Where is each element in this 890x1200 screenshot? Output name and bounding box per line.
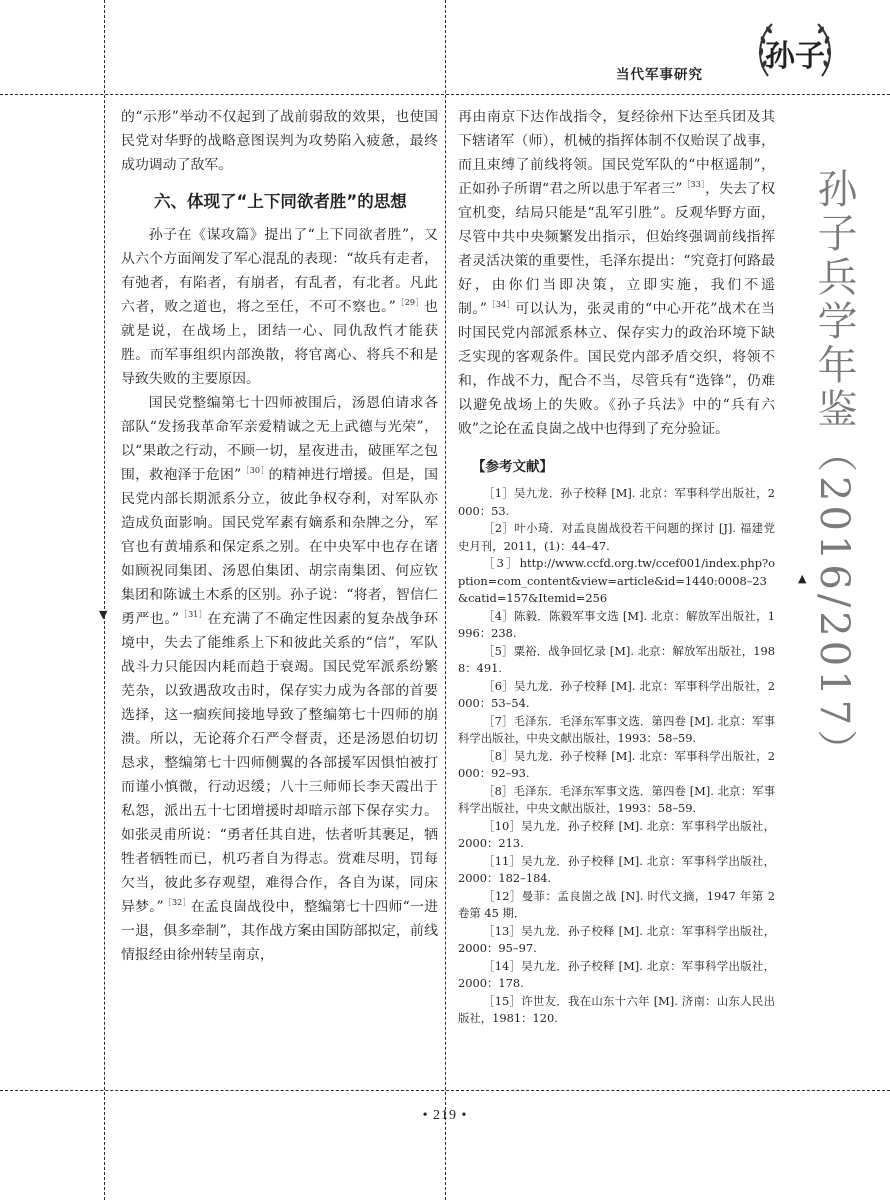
page-number: • 219 • [422,1108,468,1123]
paragraph [121,391,438,967]
reference-item: ［15］许世友．我在山东十六年 [M]. 济南：山东人民出版社，1981：120. [458,993,775,1025]
reference-item: ［8］毛泽东．毛泽东军事文选．第四卷 [M]. 北京：军事科学出版社，中央文献出版社，1993：58–59. [458,783,775,815]
footnote-marker: ［34］ [486,300,516,309]
reference-item: ［12］曼菲：孟良崮之战 [N]. 时代文摘，1947 年第 2 卷第 45 期． [458,888,775,920]
paragraph-text: 在孟良崮战役中，整编第七十四师“一进一退，俱多牵制”，其作战方案由国防部拟定，前线情报经由徐州转呈南京， [121,899,438,963]
footnote-marker: ［33］ [682,180,706,189]
reference-item: ［10］吴九龙．孙子校释 [M]. 北京：军事科学出版社，2000：213. [458,818,775,850]
paragraph-text: 也就是说，在战场上，团结一心、同仇敌忾才能获胜。而军事组织内部涣散，将官离心、将兵不和是导致失败的主要原因。 [121,299,439,387]
reference-item: ［14］吴九龙．孙子校释 [M]. 北京：军事科学出版社，2000：178. [458,958,775,990]
reference-item: ［3］http://www.ccfd.org.tw/ccef001/index.php?option=com_content&view=article&id=1440:0008–23&catid=157&Itemid=256 [458,556,775,605]
left-text-column [121,105,438,967]
references-list [458,485,775,1028]
paragraph-text: ，失去了权宜机变，结局只能是“乱军引胜”。反观华野方面，尽管中共中央频繁发出指示，但始终强调前线指挥者灵活决策的重要性，毛泽东提出：“究竟打何路最好，由你们当即决策，立即实施，我们不遥制。” [458,181,775,317]
yearbook-side-title: 孙子兵学年鉴（2016/2017） [811,168,857,774]
paragraph-text: 再由南京下达作战指令，复经徐州下达至兵团及其下辖诸军（师），机械的指挥体制不仅贻误了战事，而且束缚了前线将领。国民党军队的“中枢遥制”，正如孙子所谓“君之所以患于军者三” [458,109,775,197]
laurel-emblem-icon [754,14,836,92]
reference-item: ［11］吴九龙．孙子校释 [M]. 北京：军事科学出版社，2000：182–184. [458,853,775,885]
middle-text-column [458,105,775,1028]
arrow-up-marker-icon: ▲ [798,572,807,585]
reference-item: ［2］叶小琦．对孟良崮战役若干问题的探讨 [J]. 福建党史月刊，2011，(1)：44–47. [458,521,775,553]
paragraph-text: 孙子在《谋攻篇》提出了“上下同欲者胜”，又从六个方面阐发了军心混乱的表现：“故兵有走者，有弛者，有陷者，有崩者，有乱者，有北者。凡此六者，败之道也，将之至任，不可不察也。” [121,227,438,315]
paragraph [121,223,438,391]
footnote-marker: ［32］ [163,898,191,907]
reference-item: ［4］陈毅．陈毅军事文选 [M]. 北京：解放军出版社，1996：238. [458,608,775,640]
paragraph: 的“示形”举动不仅起到了战前弱敌的效果，也使国民党对华野的战略意图误判为攻势陷入疲惫，最终成功调动了敌军。 [121,109,438,173]
section-heading: 六、体现了“上下同欲者胜”的思想 [154,192,407,211]
footnote-marker: ［29］ [395,298,425,307]
paragraph-text: 可以认为，张灵甫的“中心开花”战术在当时国民党内部派系林立、保存实力的政治环境下缺乏实现的客观条件。国民党内部矛盾交织，将领不和，作战不力，配合不当，尽管兵有“选锋”，仍难以避免战场上的失败。《孙子兵法》中的“兵有六败”之论在孟良崮之战中也得到了充分验证。 [458,301,775,437]
footnote-marker: ［31］ [178,610,208,619]
paragraph-text: 在充满了不确定性因素的复杂战争环境中，失去了能维系上下和彼此关系的“信”，军队战斗力只能因内耗而趋于衰竭。国民党军派系纷繁芜杂，以致遇敌攻击时，保存实力成为各部的首要选择，这一痼疾间接地导致了整编第七十四师的崩溃。所以，无论蒋介石严令督责，还是汤恩伯切切恳求，整编第七十四师侧翼的各部援军因惧怕被打而谨小慎微，行动迟缓；八十三师师长李天霞出于私怨，派出五十七团增援时却暗示部下保存实力。如张灵甫所说：“勇者任其自进，怯者听其裹足，牺牲者牺牲而已，机巧者自为得志。赏难尽明，罚每欠当，彼此多存观望，难得合作，各自为谋，同床异梦。” [121,611,438,915]
reference-item: ［8］吴九龙．孙子校释 [M]. 北京：军事科学出版社，2000：92–93. [458,748,775,780]
arrow-down-marker-icon: ▼ [99,608,108,621]
references-heading: 【参考文献】 [472,459,553,475]
journal-header-title: 当代军事研究 [616,67,703,83]
paragraph-text: 的精神进行增援。但是，国民党内部长期派系分立，彼此争权夺利，对军队亦造成负面影响。国民党军素有嫡系和杂牌之分，军官也有黄埔系和保定系之别。在中央军中也存在诸如顾祝同集团、汤恩伯集团、胡宗南集团、何应钦集团和陈诚土木系的区别。孙子说：“将者，智信仁勇严也。” [121,467,438,627]
reference-item: ［13］吴九龙．孙子校释 [M]. 北京：军事科学出版社，2000：95–97. [458,923,775,955]
logo-text: 孙子 [765,39,825,74]
reference-item: ［5］粟裕．战争回忆录 [M]. 北京：解放军出版社，1988：491. [458,643,775,675]
crop-line-left [104,0,105,1200]
crop-line-top [0,94,890,95]
reference-item: ［6］吴九龙．孙子校释 [M]. 北京：军事科学出版社，2000：53–54. [458,678,775,710]
reference-item: ［1］吴九龙．孙子校释 [M]. 北京：军事科学出版社，2000：53. [458,486,775,518]
paragraph-text: 国民党整编第七十四师被围后，汤恩伯请求各部队“发扬我革命军亲爱精诚之无上武德与光荣”，以“果敢之行动，不顾一切，星夜进击，破匪军之包围，救袍泽于危困” [121,395,438,483]
footnote-marker: ［30］ [241,466,269,475]
paragraph [458,105,775,441]
reference-item: ［7］毛泽东．毛泽东军事文选．第四卷 [M]. 北京：军事科学出版社，中央文献出版社，1993：58–59. [458,713,775,745]
crop-line-bottom [0,1090,890,1091]
crop-line-center [445,0,446,1200]
